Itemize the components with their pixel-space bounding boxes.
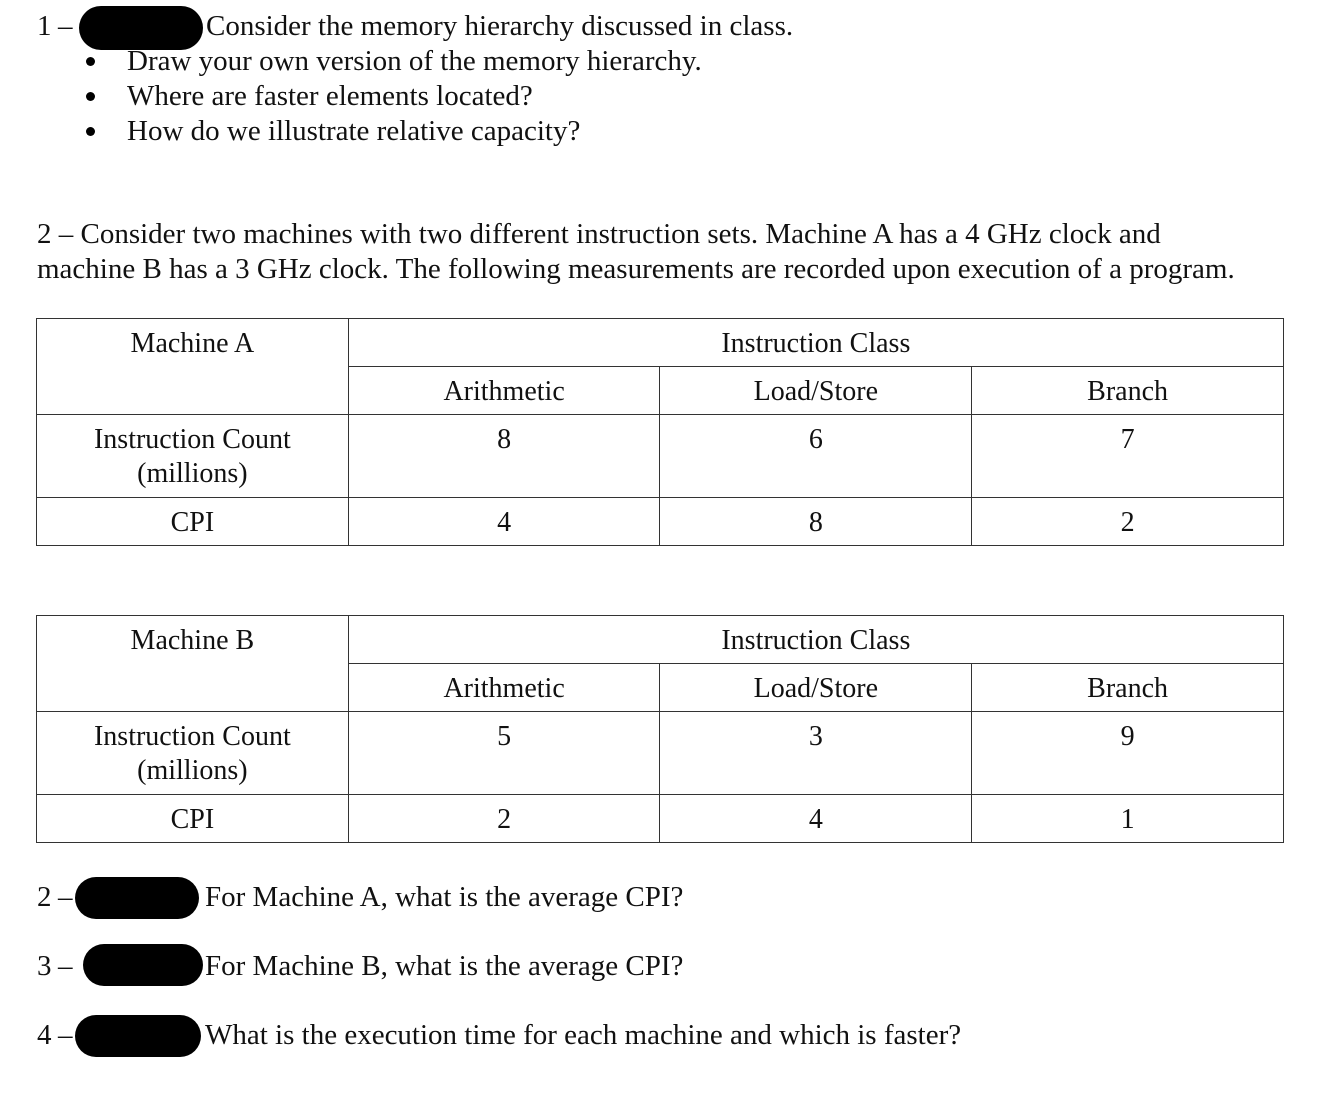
instruction-count-label bbox=[37, 712, 349, 795]
machine-label: Machine B bbox=[37, 616, 349, 712]
instruction-count-label-line1: Instruction Count bbox=[93, 721, 291, 752]
instruction-class-header: Instruction Class bbox=[348, 319, 1283, 367]
machine-b-table bbox=[36, 615, 1284, 843]
subq-text: What is the execution time for each machine and which is faster? bbox=[205, 1019, 962, 1051]
class-arithmetic: Arithmetic bbox=[348, 664, 660, 712]
class-load-store: Load/Store bbox=[660, 664, 972, 712]
ic-arithmetic: 5 bbox=[348, 712, 660, 795]
cpi-load-store: 8 bbox=[660, 498, 972, 546]
machine-a-table bbox=[36, 318, 1284, 546]
q1-dash: – bbox=[58, 10, 73, 42]
ic-arithmetic: 8 bbox=[348, 415, 660, 498]
subq-number: 3 bbox=[37, 950, 52, 982]
instruction-count-label-line2: (millions) bbox=[137, 458, 248, 489]
class-branch: Branch bbox=[972, 664, 1284, 712]
subq-text: For Machine A, what is the average CPI? bbox=[205, 881, 684, 913]
cpi-label: CPI bbox=[37, 795, 349, 843]
ic-branch: 9 bbox=[972, 712, 1284, 795]
bullet-icon bbox=[86, 127, 95, 136]
instruction-count-label bbox=[37, 415, 349, 498]
machine-label: Machine A bbox=[37, 319, 349, 415]
q1-bullet-1: Draw your own version of the memory hierarchy. bbox=[127, 45, 702, 77]
cpi-arithmetic: 2 bbox=[348, 795, 660, 843]
subq-dash: – bbox=[58, 950, 73, 982]
subq-text: For Machine B, what is the average CPI? bbox=[205, 950, 684, 982]
instruction-count-label-line2: (millions) bbox=[137, 755, 248, 786]
ic-load-store: 6 bbox=[660, 415, 972, 498]
redacted-points bbox=[75, 1015, 201, 1057]
subq-number: 2 bbox=[37, 881, 52, 913]
q1-prompt: Consider the memory hierarchy discussed in class. bbox=[206, 10, 794, 42]
q1-bullet-3: How do we illustrate relative capacity? bbox=[127, 115, 581, 147]
class-load-store: Load/Store bbox=[660, 367, 972, 415]
subq-dash: – bbox=[58, 1019, 73, 1051]
class-arithmetic: Arithmetic bbox=[348, 367, 660, 415]
cpi-branch: 1 bbox=[972, 795, 1284, 843]
cpi-load-store: 4 bbox=[660, 795, 972, 843]
q1-bullet-2: Where are faster elements located? bbox=[127, 80, 533, 112]
redacted-points bbox=[83, 944, 203, 986]
cpi-arithmetic: 4 bbox=[348, 498, 660, 546]
redacted-points bbox=[75, 877, 199, 919]
instruction-count-label-line1: Instruction Count bbox=[93, 424, 291, 455]
bullet-icon bbox=[86, 92, 95, 101]
subq-dash: – bbox=[58, 881, 73, 913]
q2-intro-line2: machine B has a 3 GHz clock. The following measurements are recorded upon execution of a program. bbox=[37, 253, 1235, 285]
ic-load-store: 3 bbox=[660, 712, 972, 795]
q1-number: 1 bbox=[37, 10, 52, 42]
q2-intro-line1: 2 – Consider two machines with two different instruction sets. Machine A has a 4 GHz clock and bbox=[37, 218, 1161, 250]
subq-number: 4 bbox=[37, 1019, 52, 1051]
instruction-class-header: Instruction Class bbox=[348, 616, 1283, 664]
cpi-label: CPI bbox=[37, 498, 349, 546]
class-branch: Branch bbox=[972, 367, 1284, 415]
cpi-branch: 2 bbox=[972, 498, 1284, 546]
ic-branch: 7 bbox=[972, 415, 1284, 498]
redacted-points bbox=[79, 6, 203, 50]
bullet-icon bbox=[86, 57, 95, 66]
